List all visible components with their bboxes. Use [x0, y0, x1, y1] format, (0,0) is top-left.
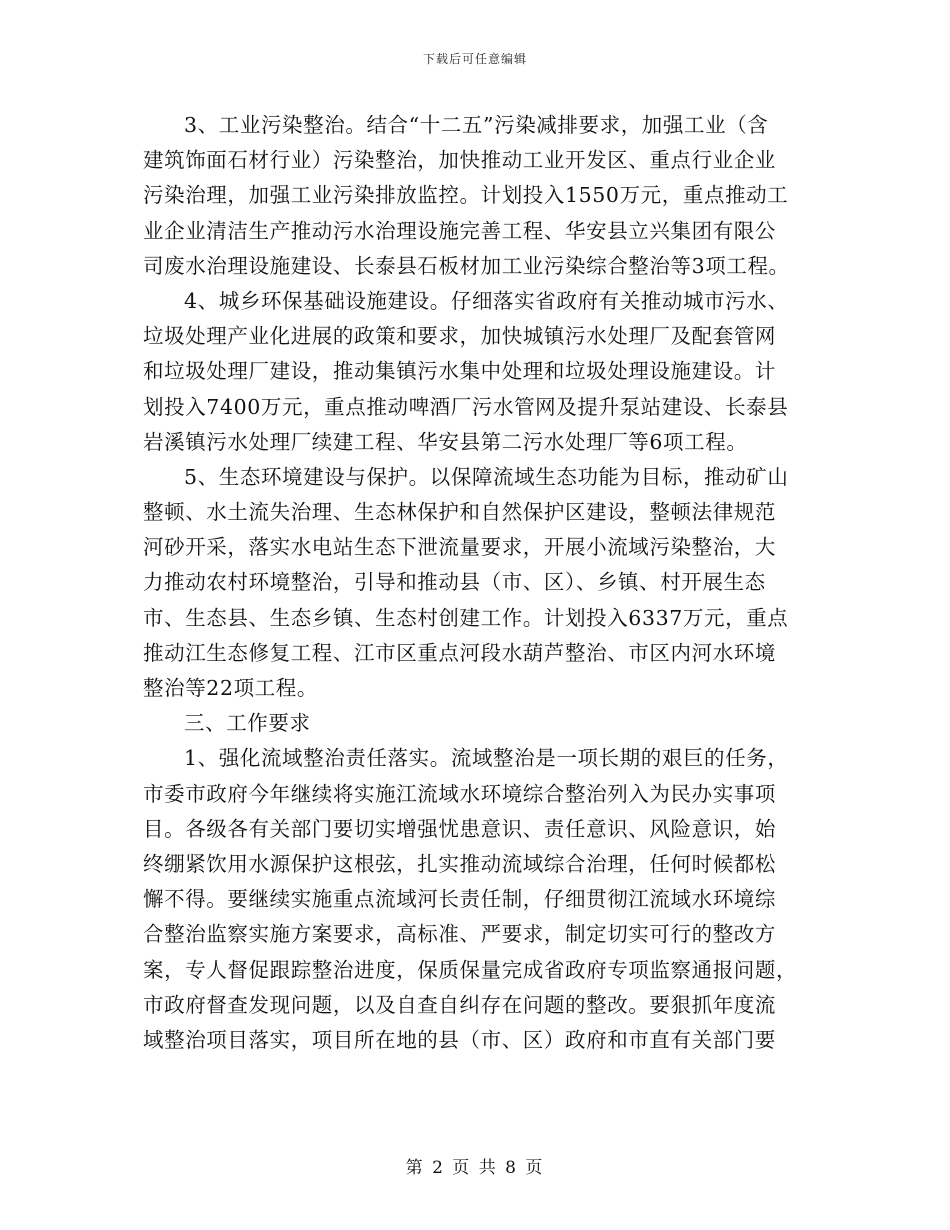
- text-line: 5、生态环境建设与保护。以保障流域生态功能为目标，推动矿山: [184, 464, 789, 489]
- text-line: 业企业清洁生产推动污水治理设施完善工程、华安县立兴集团有限公: [143, 218, 776, 243]
- text-line: 建筑饰面石材行业）污染整治，加快推动工业开发区、重点行业企业: [143, 148, 776, 173]
- text-line: 划投入7400万元，重点推动啤酒厂污水管网及提升泵站建设、长泰县: [143, 394, 789, 419]
- text-line: 1、强化流域整治责任落实。流域整治是一项长期的艰巨的任务，: [184, 746, 789, 771]
- text-line: 4、城乡环保基础设施建设。仔细落实省政府有关推动城市污水、: [184, 288, 789, 313]
- text-line: 整治等22项工程。: [143, 676, 318, 700]
- text-line: 市政府督查发现问题，以及自查自纠存在问题的整改。要狠抓年度流: [143, 992, 776, 1017]
- text-line: 三、工作要求: [184, 711, 311, 736]
- text-line: 合整治监察实施方案要求，高标准、严要求，制定切实可行的整改方: [143, 922, 776, 947]
- text-line: 案，专人督促跟踪整治进度，保质保量完成省政府专项监察通报问题，: [143, 957, 798, 982]
- text-line: 终绷紧饮用水源保护这根弦，扎实推动流域综合治理，任何时候都松: [143, 851, 776, 876]
- text-line: 污染治理，加强工业污染排放监控。计划投入1550万元，重点推动工: [143, 183, 789, 208]
- text-line: 目。各级各有关部门要切实增强忧患意识、责任意识、风险意识，始: [143, 816, 776, 841]
- page-number-footer: 第 2 页 共 8 页: [405, 1158, 545, 1178]
- text-line: 整顿、水土流失治理、生态林保护和自然保护区建设，整顿法律规范: [143, 500, 776, 525]
- text-line: 司废水治理设施建设、长泰县石板材加工业污染综合整治等3项工程。: [143, 253, 790, 278]
- text-line: 力推动农村环境整治，引导和推动县（市、区）、乡镇、村开展生态: [143, 570, 766, 595]
- text-line: 河砂开采，落实水电站生态下泄流量要求，开展小流域污染整治，大: [143, 535, 776, 560]
- document-body: [143, 108, 807, 1058]
- text-line: 市、生态县、生态乡镇、生态村创建工作。计划投入6337万元，重点: [143, 605, 789, 630]
- page-header: 下载后可任意编辑: [422, 52, 527, 66]
- text-line: 岩溪镇污水处理厂续建工程、华安县第二污水处理厂等6项工程。: [143, 429, 748, 454]
- text-line: 懈不得。要继续实施重点流域河长责任制，仔细贯彻江流域水环境综: [143, 887, 776, 912]
- text-line: 域整治项目落实，项目所在地的县（市、区）政府和市直有关部门要: [143, 1027, 776, 1052]
- text-line: 3、工业污染整治。结合“十二五”污染减排要求，加强工业（含: [184, 113, 769, 137]
- text-line: 推动江生态修复工程、江市区重点河段水葫芦整治、市区内河水环境: [143, 640, 776, 665]
- text-line: 市委市政府今年继续将实施江流域水环境综合整治列入为民办实事项: [143, 781, 776, 806]
- text-line: 垃圾处理产业化进展的政策和要求，加快城镇污水处理厂及配套管网: [143, 324, 776, 349]
- text-line: 和垃圾处理厂建设，推动集镇污水集中处理和垃圾处理设施建设。计: [143, 359, 776, 384]
